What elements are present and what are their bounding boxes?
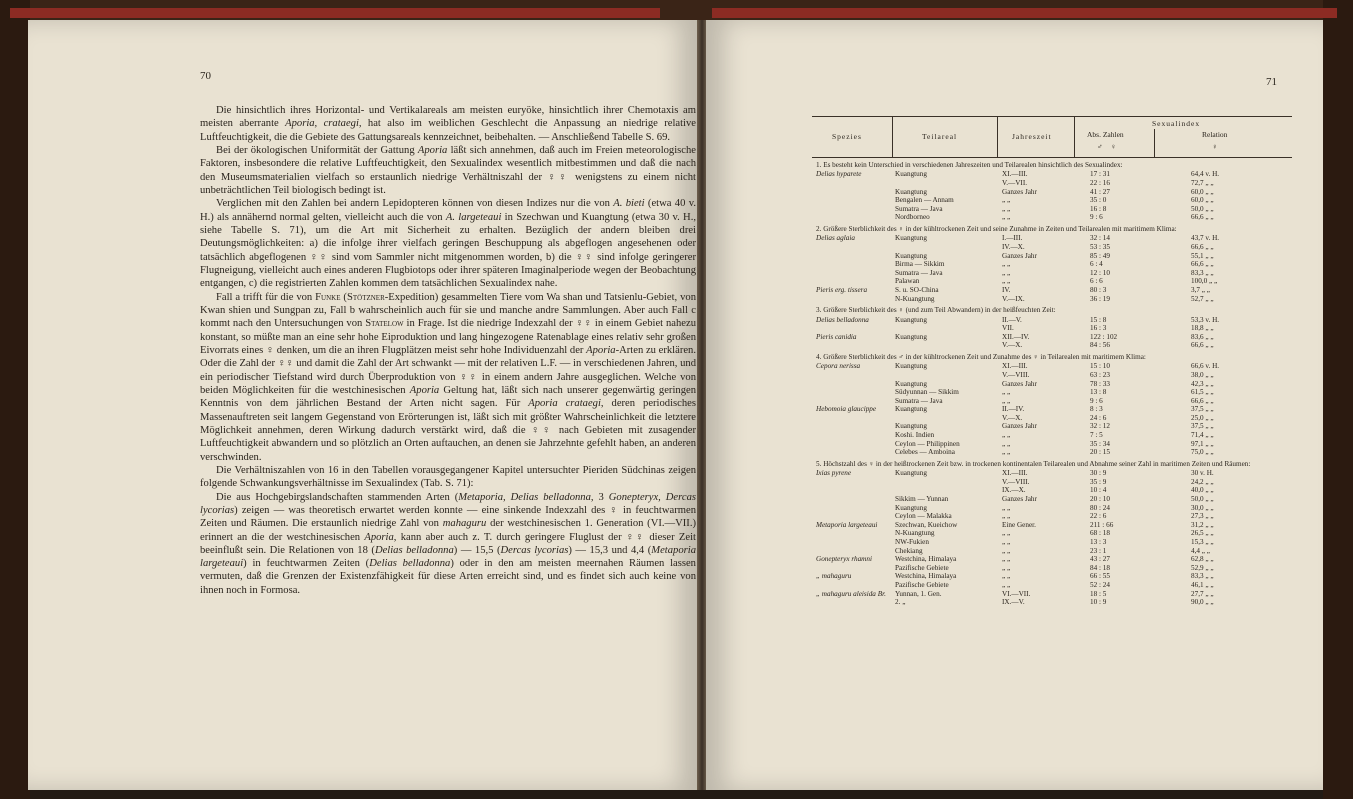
cell-spezies: Metaporia largeteaui [816,520,878,529]
cell-relation: 30 v. H. [1191,469,1214,478]
section-title: 1. Es besteht kein Unterschied in verschiedenen Jahreszeiten und Teilarealen hinsichtlich des Sexualindex: [816,161,1123,169]
cell-abs-zahlen: 52 : 24 [1090,580,1110,589]
cell-relation: 25,0 „ „ [1191,413,1214,422]
book-spine-stripe-left [10,8,660,18]
cell-teilareal: Nordborneo [895,213,930,222]
cell-jahreszeit: XI.—III. [1002,469,1028,478]
table-section [812,353,1292,457]
italic-term: Metaporia largeteaui [200,544,696,570]
table-row [812,469,1292,478]
cell-jahreszeit: „ „ [1002,196,1011,205]
cell-jahreszeit: Ganzes Jahr [1002,379,1037,388]
cell-teilareal: Kuangtung [895,251,927,260]
table-row [812,324,1292,333]
table-row [812,538,1292,547]
cell-relation: 62,8 „ „ [1191,555,1214,564]
cell-abs-zahlen: 20 : 10 [1090,495,1110,504]
italic-term: Delias belladonna [369,558,451,570]
small-caps-name: Stötzner [346,291,385,303]
cell-relation: 43,7 v. H. [1191,234,1220,243]
cell-teilareal: Westchina, Himalaya [895,572,957,581]
cell-abs-zahlen: 122 : 102 [1090,332,1118,341]
cell-jahreszeit: „ „ [1002,572,1011,581]
cell-relation: 60,0 „ „ [1191,196,1214,205]
paragraph: Verglichen mit den Zahlen bei andern Lepidopteren können von diesen Indizes nur die von A. bieti (etwa 40 v. H.) als annähernd normal gelten, vielleicht auch die von A. largeteaui in Szechwan und Kuangtung (etwa 30 v. H., siehe Tabelle S. 71), um die Art mit Sicherheit zu erhalten. Bezüglich der andern bleiben drei Deutungsmöglichkeiten: a) die infolge ihrer vielfach geringen Beschuppung als abgeflogen angesehenen oder tatsächlich abgeflogenen ♀♀ sind vom Sammler nicht mitgenommen worden, b) die ♀♀ sind infolge geringerer Flugneigung, vielleicht auch eines anderen Flugbiotops oder ihrer späteren Imaginalperiode wegen der Beobachtung entgangen, c) die registrierten Zahlen kommen dem tatsächlichen Sexualindex nahe. [200,198,697,290]
cell-jahreszeit: V.—X. [1002,413,1023,422]
section-title: 2. Größere Sterblichkeit des ♀ in der kühltrockenen Zeit und seine Zunahme in Zeiten und Teilarealen mit maritimem Klima: [816,224,1177,233]
cell-jahreszeit: V.—VIII. [1002,370,1030,379]
cell-abs-zahlen: 23 : 1 [1090,546,1107,555]
cell-abs-zahlen: 66 : 55 [1090,572,1110,581]
table-row [812,414,1292,423]
cell-spezies: Hebomoia glaucippe [816,405,877,414]
cell-teilareal: Kuangtung [895,187,927,196]
cell-teilareal: N-Kuangtung [895,294,935,303]
paragraph: Fall a trifft für die von Funke (Stötzner-Expedition) gesammelten Tiere vom Wa shan und Tatsienlu-Gebiet, von Kwan shien und Sungpan zu, Fall b wahrscheinlich auch für sie und manche andre Sammlungen. Aber auch Fall c kommt nach den Untersuchungen von Statelow in Frage. Ist die niedrige Indexzahl der ♀♀ in einem Gebiet nahezu konstant, so müßte man an eine sehr hohe Eiproduktion und lang hingezogene Ratenablage eines relativ sehr großen Eivorrats eines ♀ denken, um die an ihren Flugplätzen meist sehr hohe Individuenzahl der Aporia-Arten zu erklären. Oder die Zahl der ♀♀ und damit die Zahl der Art schwankt — mit der relativen L.F. — in verschiedenen Jahren, und ein periodischer Tiefstand wird durch Überproduktion von ♀♀ in einem andern Jahre ausgeglichen. Welche von beiden Möglichkeiten für die westchinesischen Aporia Geltung hat, läßt sich nach unserer gegenwärtig geringen Kenntnis von dem jährlichen Bestand der Arten nicht sagen. Für Aporia crataegi, deren periodisches Massenauftreten seit langem Gegenstand von Erörterungen ist, läßt sich mit größter Wahrscheinlichkeit die letztere Möglichkeit annehmen, deren Wirkung dadurch verstärkt wird, daß die ♀♀ nach Gebieten mit zusagender Luftfeuchtigkeit abwandern und so plötzlich an Orten auftauchen, an denen sie Jahrzehnte gefehlt haben, an anderen verschwinden. [200,291,697,463]
table-row [812,243,1292,252]
cell-relation: 50,0 „ „ [1191,495,1214,504]
cell-teilareal: Kuangtung [895,170,927,179]
table-row [812,521,1292,530]
page-number-left: 70 [200,70,211,82]
header-teilareal: Teilareal [922,132,958,141]
section-title: 4. Größere Sterblichkeit des ♂ in der kühltrockenen Zeit und Zunahme des ♀ in Teilarealen mit maritimem Klima: [816,352,1146,361]
table-row [812,564,1292,573]
cell-teilareal: Pazifische Gebiete [895,580,949,589]
cell-abs-zahlen: 17 : 31 [1090,170,1110,179]
cell-jahreszeit: XI.—III. [1002,362,1028,371]
cell-relation: 40,0 „ „ [1191,486,1214,495]
cell-teilareal: Pazifische Gebiete [895,563,949,572]
table-row [812,277,1292,286]
table-row [812,333,1292,342]
cell-abs-zahlen: 85 : 49 [1090,251,1110,260]
table-row [812,555,1292,564]
cell-spezies: Delias hyparete [816,170,862,179]
cell-relation: 31,2 „ „ [1191,520,1214,529]
section-title: 5. Höchstzahl des ♀ in der heißtrockenen Zeit bzw. in trockenen kontinentalen Teilarealen und Abnahme seiner Zahl in maritimen Zeiten und Räumen: [816,459,1251,468]
cell-abs-zahlen: 30 : 9 [1090,469,1107,478]
cell-jahreszeit: II.—V. [1002,315,1022,324]
cell-abs-zahlen: 80 : 24 [1090,503,1110,512]
cell-relation: 55,1 „ „ [1191,251,1214,260]
italic-term: Delias belladonna [374,544,454,556]
cell-teilareal: Yunnan, 1. Gen. [895,589,942,598]
cell-abs-zahlen: 35 : 0 [1090,196,1107,205]
cell-relation: 30,0 „ „ [1191,503,1214,512]
cell-relation: 66,6 „ „ [1191,396,1214,405]
table-row [812,512,1292,521]
cell-spezies: Ixias pyrene [816,469,852,478]
table-row [812,179,1292,188]
table-row [812,405,1292,414]
cell-jahreszeit: „ „ [1002,546,1011,555]
table-row [812,478,1292,487]
cell-jahreszeit: „ „ [1002,268,1011,277]
cell-teilareal: Ceylon — Malakka [895,512,952,521]
cell-jahreszeit: V.—VII. [1002,179,1028,187]
cell-jahreszeit: „ „ [1002,439,1011,448]
italic-term: Aporia [409,384,440,396]
cell-jahreszeit: „ „ [1002,431,1011,440]
cell-relation: 15,3 „ „ [1191,538,1214,546]
cell-relation: 100,0 „ „ [1191,277,1218,286]
cell-spezies: Pieris erg. tissera [816,285,868,294]
cell-teilareal: 2. „ [895,598,906,607]
cell-jahreszeit: „ „ [1002,448,1011,457]
page-number-right: 71 [1266,76,1277,88]
cell-abs-zahlen: 78 : 33 [1090,379,1110,388]
table-row [812,581,1292,590]
cell-jahreszeit: „ „ [1002,580,1011,589]
cell-jahreszeit: I.—III. [1002,234,1023,243]
cell-jahreszeit: V.—VIII. [1002,477,1030,486]
cell-relation: 27,7 „ „ [1191,589,1214,598]
table-row [812,362,1292,371]
paragraph: Die hinsichtlich ihres Horizontal- und Vertikalareals am meisten euryöke, hinsichtlich ihrer Chemotaxis am meisten aberrante Aporia, crataegi, hat also im weiblichen Geschlecht die Anpassung an niedrige relative Luftfeuchtigkeit, die die Gebiete des Gattungsareals kennzeichnet, beibehalten. — Anschließend Tabelle S. 69. [200,105,696,143]
cell-abs-zahlen: 6 : 6 [1090,277,1103,286]
paragraph: Die aus Hochgebirgslandschaften stammenden Arten (Metaporia, Delias belladonna, 3 Gonepteryx, Dercas lycorias) zeigen — was theoretisch erwartet werden konnte — eine sinkende Indexzahl des ♀ in feuchtwarmen Zeiten und Räumen. Die erstaunlich niedrige Zahl von mahaguru der westchinesischen 1. Generation (VI.—VII.) erinnert an die der westchinesischen Aporia, kann aber auch z. T. durch geringere Fluglust der ♀♀ dieser Zeit beeinflußt sein. Die Relationen von 18 (Delias belladonna) — 15,5 (Dercas lycorias) — 15,3 und 4,4 (Metaporia largeteaui) in feuchtwarmen Zeiten (Delias belladonna) oder in den am meisten meernahen Räumen lassen vermuten, daß die Grenzen der Existenzfähigkeit für diese Arten erreicht sind, und es findet sich auch keine von ihnen noch in Formosa. [200,491,697,596]
cell-abs-zahlen: 15 : 10 [1090,362,1110,371]
table-row [812,295,1292,304]
header-relation-symbol: ♀ [1212,142,1219,151]
small-caps-name: Funke [315,291,341,303]
cell-jahreszeit: „ „ [1002,503,1011,512]
paragraph: Bei der ökologischen Uniformität der Gattung Aporia läßt sich annehmen, daß auch im Freien meteorologische Faktoren, insbesondere die relative Luftfeuchtigkeit, den Sexualindex wesentlich mitbestimmen und daß die nach den Museumsmaterialien vielfach so erstaunlich niedrige Verhältniszahl der ♀♀ wenigstens zu einem nicht unbeträchtlichen Teil biologisch bedingt ist. [200,144,696,196]
cell-jahreszeit: „ „ [1002,512,1011,521]
table-row [812,205,1292,214]
cell-relation: 83,3 „ „ [1191,268,1214,277]
cell-relation: 37,5 „ „ [1191,405,1214,414]
cell-relation: 97,1 „ „ [1191,439,1214,448]
cell-abs-zahlen: 9 : 6 [1090,213,1103,222]
cell-relation: 42,3 „ „ [1191,379,1214,388]
cell-relation: 26,5 „ „ [1191,529,1214,538]
table-row [812,341,1292,350]
cell-jahreszeit: XI.—III. [1002,170,1028,179]
table-row [812,371,1292,380]
italic-term: Aporia [364,531,394,543]
cell-spezies: Pieris canidia [816,332,857,341]
table-row [812,196,1292,205]
book-edge-right [1323,0,1353,799]
cell-relation: 18,8 „ „ [1191,324,1214,333]
table-row [812,397,1292,406]
italic-term: Aporia crataegi [528,398,601,410]
cell-relation: 66,6 „ „ [1191,260,1214,269]
cell-relation: 66,6 „ „ [1191,213,1214,222]
cell-teilareal: Sikkim — Yunnan [895,495,949,504]
cell-abs-zahlen: 15 : 8 [1090,315,1107,324]
table-row [812,504,1292,513]
cell-relation: 66,6 v. H. [1191,362,1220,371]
cell-abs-zahlen: 84 : 18 [1090,563,1110,572]
cell-spezies: Gonepteryx rhamni [816,555,872,564]
table-body [812,161,1292,607]
table-row [812,380,1292,389]
cell-teilareal: Kuangtung [895,405,927,414]
cell-jahreszeit: IV.—X. [1002,242,1025,251]
table-row [812,440,1292,449]
table-section [812,460,1292,607]
cell-jahreszeit: Eine Gener. [1002,520,1036,529]
cell-abs-zahlen: 53 : 35 [1090,242,1110,251]
italic-term: Dercas lycorias [500,544,569,556]
section-title: 3. Größere Sterblichkeit des ♀ (und zum Teil Abwandern) in der heißfeuchten Zeit: [816,306,1056,315]
header-spezies: Spezies [832,132,862,141]
cell-jahreszeit: „ „ [1002,260,1011,269]
table-section [812,225,1292,303]
cell-relation: 90,0 „ „ [1191,598,1214,607]
cell-teilareal: Kuangtung [895,362,927,371]
cell-jahreszeit: IX.—X. [1002,486,1026,495]
table-row [812,234,1292,243]
cell-teilareal: Westchina, Himalaya [895,555,957,564]
cell-teilareal: N-Kuangtung [895,529,935,538]
table-section [812,161,1292,222]
cell-spezies: „ mahaguru [816,572,852,581]
table-row [812,486,1292,495]
cell-relation: 52,9 „ „ [1191,563,1214,572]
right-page [706,20,1323,790]
cell-abs-zahlen: 9 : 6 [1090,396,1103,405]
cell-jahreszeit: V.—IX. [1002,294,1025,303]
cell-relation: 52,7 „ „ [1191,294,1214,303]
table-row [812,269,1292,278]
cell-relation: 83,3 „ „ [1191,572,1214,581]
italic-term: Aporia [417,144,448,156]
table-row [812,590,1292,599]
cell-jahreszeit: IX.—V. [1002,598,1025,607]
cell-relation: 61,5 „ „ [1191,388,1214,397]
table-row [812,286,1292,295]
cell-abs-zahlen: 10 : 9 [1090,598,1107,607]
cell-teilareal: Szechwan, Kueichow [895,520,958,529]
header-abs-symbols: ♂ ♀ [1097,142,1120,151]
book-edge-left [0,0,30,799]
table-row [812,448,1292,457]
table-header [812,116,1292,158]
cell-teilareal: Kuangtung [895,234,927,243]
cell-jahreszeit: „ „ [1002,204,1011,213]
cell-jahreszeit: „ „ [1002,396,1011,405]
table-row [812,388,1292,397]
cell-teilareal: Sumatra — Java [895,268,943,277]
cell-relation: 50,0 „ „ [1191,204,1214,213]
cell-abs-zahlen: 41 : 27 [1090,187,1110,196]
cell-jahreszeit: VII. [1002,324,1014,333]
italic-term: A. bieti [613,198,645,210]
header-relation: Relation [1202,130,1228,139]
cell-teilareal: Kuangtung [895,332,927,341]
cell-abs-zahlen: 43 : 27 [1090,555,1110,564]
cell-abs-zahlen: 12 : 10 [1090,268,1110,277]
table-row [812,431,1292,440]
cell-jahreszeit: V.—X. [1002,341,1023,350]
table-row [812,529,1292,538]
cell-jahreszeit: Ganzes Jahr [1002,495,1037,504]
cell-relation: 75,0 „ „ [1191,448,1214,457]
cell-jahreszeit: VI.—VII. [1002,589,1031,598]
table-row [812,598,1292,607]
cell-abs-zahlen: 18 : 5 [1090,589,1107,598]
table-row [812,213,1292,222]
table-row [812,547,1292,556]
cell-teilareal: Ceylon — Philippinen [895,439,960,448]
cell-abs-zahlen: 32 : 14 [1090,234,1110,243]
cell-jahreszeit: Ganzes Jahr [1002,422,1037,431]
cell-abs-zahlen: 13 : 8 [1090,388,1107,397]
cell-jahreszeit: „ „ [1002,538,1011,546]
cell-abs-zahlen: 35 : 34 [1090,439,1110,448]
cell-jahreszeit: Ganzes Jahr [1002,187,1037,196]
cell-abs-zahlen: 22 : 6 [1090,512,1107,521]
cell-abs-zahlen: 68 : 18 [1090,529,1110,538]
cell-abs-zahlen: 20 : 15 [1090,448,1110,457]
cell-relation: 71,4 „ „ [1191,431,1214,440]
cell-jahreszeit: „ „ [1002,563,1011,572]
cell-abs-zahlen: 8 : 3 [1090,405,1103,414]
cell-relation: 24,2 „ „ [1191,477,1214,486]
cell-teilareal: Sumatra — Java [895,204,943,213]
cell-jahreszeit: „ „ [1002,213,1011,222]
cell-jahreszeit: IV. [1002,285,1011,294]
cell-relation: 72,7 „ „ [1191,179,1214,187]
cell-abs-zahlen: 16 : 3 [1090,324,1107,333]
cell-teilareal: Südyunnan — Sikkim [895,388,959,397]
cell-teilareal: Kuangtung [895,503,927,512]
table-row [812,422,1292,431]
small-caps-name: Statelow [365,318,404,330]
cell-spezies: Delias aglaia [816,234,855,243]
cell-jahreszeit: „ „ [1002,555,1011,564]
header-abs-zahlen: Abs. Zahlen [1087,130,1124,139]
cell-jahreszeit: XII.—IV. [1002,332,1030,341]
cell-abs-zahlen: 80 : 3 [1090,285,1107,294]
table-row [812,316,1292,325]
cell-abs-zahlen: 7 : 5 [1090,431,1103,440]
cell-abs-zahlen: 16 : 8 [1090,204,1107,213]
cell-abs-zahlen: 84 : 56 [1090,341,1110,350]
cell-relation: 66,6 „ „ [1191,242,1214,251]
cell-jahreszeit: „ „ [1002,388,1011,397]
cell-relation: 3,7 „ „ [1191,285,1210,294]
header-jahreszeit: Jahreszeit [1012,132,1052,141]
cell-abs-zahlen: 10 : 4 [1090,486,1107,495]
cell-teilareal: Kuangtung [895,315,927,324]
cell-spezies: Cepora nerissa [816,362,861,371]
table-section [812,306,1292,350]
cell-teilareal: NW-Fukien [895,538,929,546]
sexualindex-table [812,116,1292,607]
cell-teilareal: Celebes — Amboina [895,448,955,457]
cell-jahreszeit: Ganzes Jahr [1002,251,1037,260]
cell-abs-zahlen: 63 : 23 [1090,370,1110,379]
italic-term: Metaporia, Delias belladonna, [458,491,594,503]
left-page [28,20,698,790]
cell-relation: 4,4 „ „ [1191,546,1210,555]
cell-abs-zahlen: 22 : 16 [1090,179,1110,187]
cell-abs-zahlen: 13 : 3 [1090,538,1107,546]
table-row [812,495,1292,504]
book-spine-stripe-right [712,8,1337,18]
cell-teilareal: Kuangtung [895,379,927,388]
italic-term: Gonepteryx, Dercas lycorias [200,491,696,516]
table-row [812,170,1292,179]
cell-teilareal: Koshi. Indien [895,431,935,440]
cell-relation: 60,0 „ „ [1191,187,1214,196]
cell-jahreszeit: II.—IV. [1002,405,1025,414]
cell-abs-zahlen: 32 : 12 [1090,422,1110,431]
cell-spezies: Delias belladonna [816,315,869,324]
cell-relation: 27,3 „ „ [1191,512,1214,521]
cell-jahreszeit: „ „ [1002,277,1011,286]
italic-term: Aporia, crataegi, [285,118,362,130]
cell-teilareal: S. u. SO-China [895,285,939,294]
cell-relation: 53,3 v. H. [1191,315,1220,324]
cell-teilareal: Kuangtung [895,422,927,431]
cell-abs-zahlen: 36 : 19 [1090,294,1110,303]
header-sexualindex: Sexualindex [1152,119,1201,128]
cell-abs-zahlen: 35 : 9 [1090,477,1107,486]
cell-teilareal: Bengalen — Annam [895,196,954,205]
cell-teilareal: Palawan [895,277,920,286]
cell-relation: 64,4 v. H. [1191,170,1220,179]
cell-relation: 37,5 „ „ [1191,422,1214,431]
cell-abs-zahlen: 211 : 66 [1090,520,1114,529]
cell-teilareal: Kuangtung [895,469,927,478]
cell-teilareal: Sumatra — Java [895,396,943,405]
italic-term: mahaguru [442,518,487,530]
cell-teilareal: Birma — Sikkim [895,260,945,269]
paragraph: Die Verhältniszahlen von 16 in den Tabellen vorausgegangener Kapitel untersuchter Pieriden Südchinas zeigen folgende Schwankungsverhältnisse im Sexualindex (Tab. S. 71): [200,464,696,490]
cell-abs-zahlen: 24 : 6 [1090,413,1107,422]
cell-abs-zahlen: 6 : 4 [1090,260,1103,269]
table-row [812,572,1292,581]
table-row [812,252,1292,261]
left-page-body [200,104,696,597]
cell-relation: 38,0 „ „ [1191,370,1214,379]
italic-term: Aporia [586,344,616,356]
cell-spezies: „ mahaguru aleisida Br. [816,589,886,598]
cell-relation: 46,1 „ „ [1191,580,1214,589]
cell-jahreszeit: „ „ [1002,529,1011,538]
cell-relation: 66,6 „ „ [1191,341,1214,350]
table-row [812,188,1292,197]
cell-relation: 83,6 „ „ [1191,332,1214,341]
italic-term: A. largeteaui [445,211,502,223]
cell-teilareal: Chekiang [895,546,923,555]
table-row [812,260,1292,269]
